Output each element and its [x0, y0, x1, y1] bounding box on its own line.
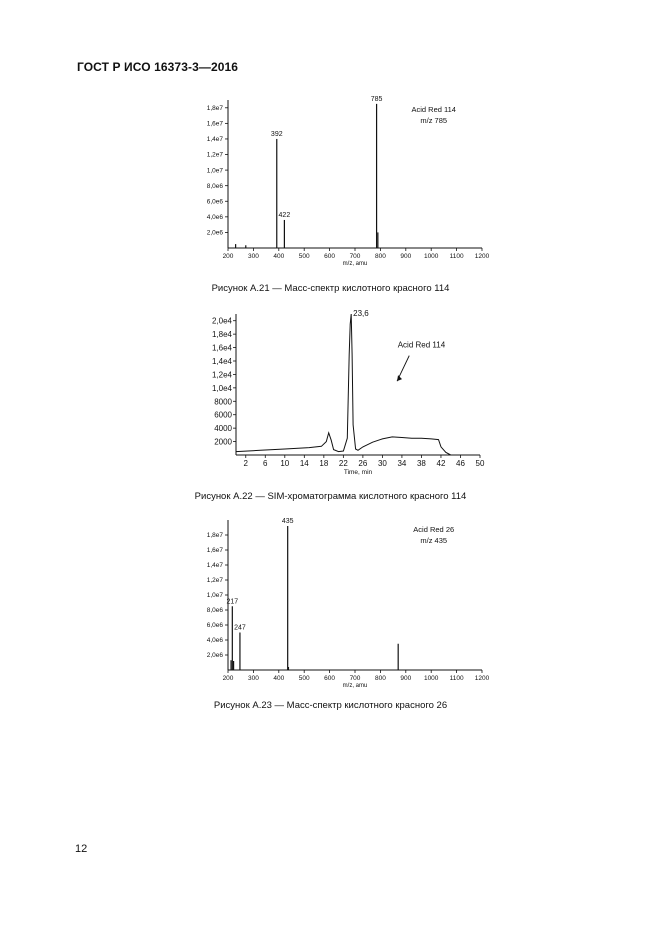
y-tick-label: 6000: [214, 410, 232, 420]
x-tick-label: 1200: [474, 675, 490, 682]
y-tick-label: 1,0e7: [206, 592, 223, 600]
peak-label: 785: [370, 95, 383, 103]
x-tick-label: 200: [222, 675, 234, 682]
x-tick-label: 1100: [449, 253, 464, 260]
y-tick-label: 1,8e4: [211, 330, 232, 340]
spectrum-annotation: m/z 435: [420, 536, 448, 545]
spectrum-annotation: Acid Red 114: [411, 105, 456, 114]
mass-spectrum-chart-a21: [0, 90, 661, 270]
spectrum-annotation: Acid Red 26: [413, 525, 455, 534]
sim-chromatogram-chart-a22: [0, 300, 661, 485]
peak-label: 392: [270, 130, 283, 138]
chromatogram-annotation: Acid Red 114: [397, 340, 446, 350]
x-tick-label: 2: [243, 459, 248, 468]
x-tick-label: 22: [338, 459, 348, 468]
x-tick-label: 500: [298, 675, 310, 682]
y-tick-label: 6,0e6: [206, 622, 223, 630]
y-tick-label: 2,0e4: [211, 316, 232, 326]
x-tick-label: 400: [273, 253, 285, 260]
y-tick-label: 8000: [214, 397, 232, 407]
peak-label: 23,6: [353, 309, 369, 318]
x-tick-label: 1200: [474, 253, 490, 260]
figure-caption-a22: Рисунок А.22 — SIM-хроматограмма кислотного красного 114: [194, 491, 467, 502]
x-tick-label: 30: [377, 459, 387, 468]
y-tick-label: 8,0e6: [206, 607, 223, 615]
x-tick-label: 10: [280, 459, 290, 468]
x-tick-label: 700: [349, 675, 361, 682]
y-tick-label: 1,6e7: [206, 120, 223, 128]
x-tick-label: 50: [475, 459, 485, 468]
x-tick-label: 14: [299, 459, 309, 468]
y-tick-label: 1,6e7: [206, 547, 223, 555]
y-tick-label: 1,2e7: [206, 577, 223, 585]
y-tick-label: 1,8e7: [206, 532, 223, 540]
y-tick-label: 1,2e7: [206, 151, 223, 159]
spectrum-annotation: m/z 785: [420, 116, 448, 125]
y-tick-label: 2000: [214, 437, 232, 447]
x-tick-label: 500: [298, 253, 310, 260]
x-tick-label: 800: [374, 675, 386, 682]
x-tick-label: 300: [247, 253, 259, 260]
x-tick-label: 34: [397, 459, 407, 468]
x-tick-label: 300: [247, 675, 259, 682]
y-tick-label: 1,4e7: [206, 136, 223, 144]
peak-label: 435: [281, 518, 294, 525]
peak-label: 247: [234, 624, 246, 632]
y-tick-label: 1,0e7: [206, 167, 223, 175]
y-tick-label: 2,0e6: [206, 652, 223, 660]
y-tick-label: 4,0e6: [206, 637, 223, 645]
figure-caption-a23: Рисунок А.23 — Масс-спектр кислотного красного 26: [213, 700, 448, 711]
chromatogram-trace: [236, 314, 451, 455]
x-tick-label: 26: [358, 459, 368, 468]
y-tick-label: 2,0e6: [206, 229, 223, 237]
figure-caption-a21: Рисунок А.21 — Масс-спектр кислотного красного 114: [211, 283, 450, 294]
x-axis-label: Time, min: [343, 469, 373, 476]
x-tick-label: 46: [456, 459, 465, 468]
peak-label: 217: [226, 598, 239, 606]
x-tick-label: 900: [400, 253, 412, 260]
y-tick-label: 1,2e4: [211, 370, 232, 380]
y-tick-label: 1,0e4: [211, 383, 232, 393]
x-tick-label: 800: [374, 253, 386, 260]
y-tick-label: 1,6e4: [211, 343, 232, 353]
y-tick-label: 8,0e6: [206, 182, 223, 190]
mass-spectrum-chart-a23: [0, 510, 661, 695]
x-axis-label: m/z, amu: [342, 683, 368, 689]
document-header: ГОСТ Р ИСО 16373-3—2016: [77, 60, 239, 74]
x-tick-label: 1100: [449, 675, 464, 682]
x-tick-label: 1000: [423, 675, 439, 682]
x-tick-label: 400: [273, 675, 285, 682]
peak-label: 422: [278, 211, 291, 219]
y-tick-label: 1,4e4: [211, 357, 232, 366]
x-tick-label: 42: [436, 459, 446, 468]
x-tick-label: 1000: [423, 253, 439, 260]
x-tick-label: 900: [400, 675, 412, 682]
y-tick-label: 1,4e7: [206, 562, 223, 570]
y-tick-label: 4000: [214, 424, 232, 434]
x-axis-label: m/z, amu: [342, 261, 368, 267]
x-tick-label: 600: [324, 675, 336, 682]
page-number: 12: [75, 843, 88, 855]
x-tick-label: 600: [324, 253, 336, 260]
y-tick-label: 6,0e6: [206, 198, 223, 206]
y-tick-label: 4,0e6: [206, 214, 223, 222]
x-tick-label: 18: [319, 459, 329, 468]
x-tick-label: 700: [349, 253, 361, 260]
x-tick-label: 38: [416, 459, 426, 468]
x-tick-label: 200: [222, 253, 234, 260]
x-tick-label: 6: [263, 459, 268, 468]
y-tick-label: 1,8e7: [206, 104, 223, 112]
